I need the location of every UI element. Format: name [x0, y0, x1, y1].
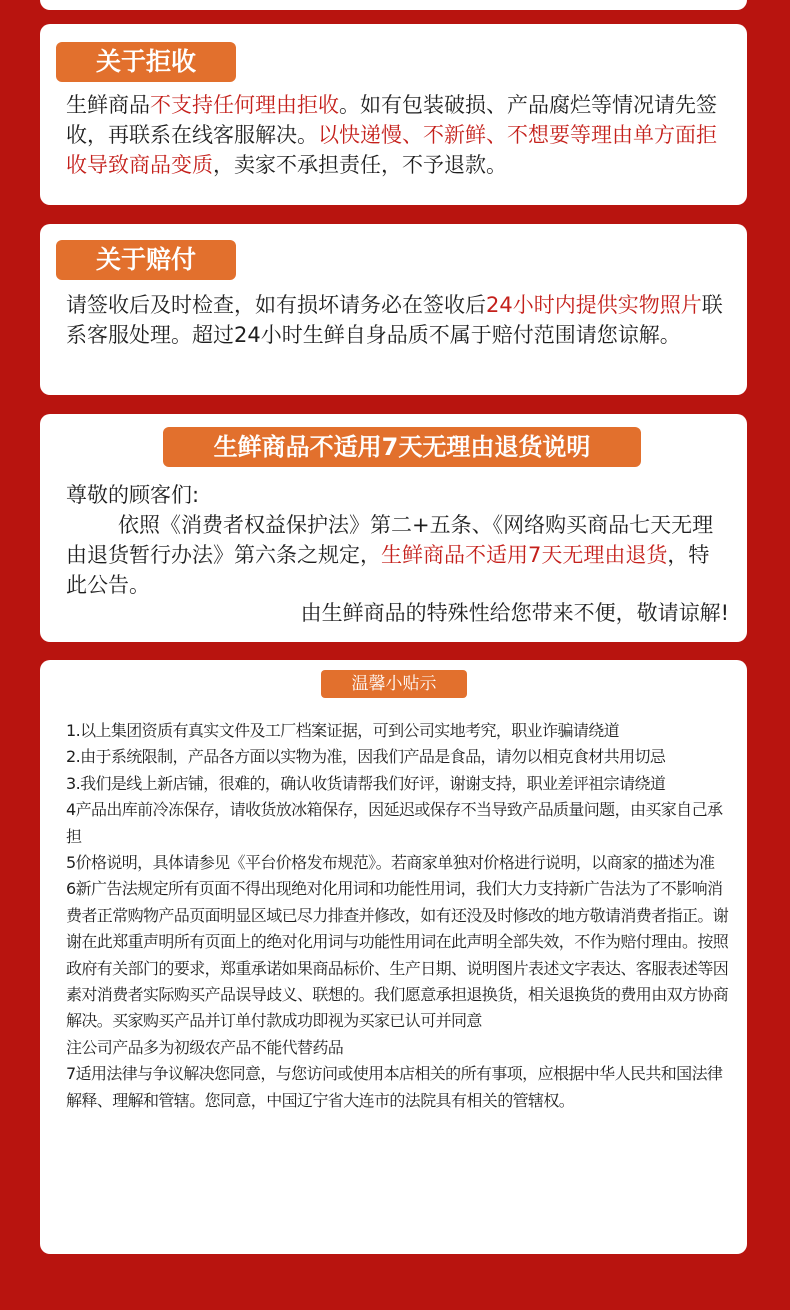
notice-closing: 由生鲜商品的特殊性给您带来不便，敬请谅解!: [300, 601, 729, 625]
tips-card: [40, 660, 747, 1254]
rejection-highlight-1: 不支持任何理由拒收: [150, 93, 339, 117]
compensation-title: 关于赔付: [56, 240, 236, 280]
tip-item-3: 3.我们是线上新店铺，很难的，确认收货请帮我们好评，谢谢支持，职业差评祖宗请绕道: [66, 773, 666, 793]
compensation-card: [40, 224, 747, 395]
tip-item-2: 2.由于系统限制，产品各方面以实物为准，因我们产品是食品，请勿以相克食材共用切忌: [66, 747, 666, 767]
tip-item-note: 注公司产品多为初级农产品不能代替药品: [66, 1037, 344, 1057]
notice-greeting: 尊敬的顾客们:: [66, 483, 200, 507]
rejection-text: 生鲜商品不支持任何理由拒收。如有包装破损、产品腐烂等情况请先签收，再联系在线客服解决。以快递慢、不新鲜、不想要等理由单方面拒收导致商品变质，卖家不承担责任，不予退款。: [66, 93, 717, 177]
notice-highlight: 生鲜商品不适用7天无理由退货: [381, 543, 668, 567]
tips-list: [66, 718, 731, 1114]
tip-item-6: 6新广告法规定所有页面不得出现绝对化用词和功能性用词，我们大力支持新广告法为了不影响消费者正常购物产品页面明显区域已尽力排查并修改，如有还没及时修改的地方敬请消费者指正。谢谢在此郑重声明所有页面上的绝对化用词与功能性用词在此声明全部失效，不作为赔付理由。按照政府有关部门的要求，郑重承诺如果商品标价、生产日期、说明图片表述文字表达、客服表述等因素对消费者实际购买产品误导歧义、联想的。我们愿意承担退换货，相关退换货的费用由双方协商解决。买家购买产品并订单付款成功即视为买家已认可并同意: [66, 879, 729, 1031]
top-card-fragment: [40, 0, 747, 10]
rejection-title: 关于拒收: [56, 42, 236, 82]
tip-item-5: 5价格说明，具体请参见《平台价格发布规范》。若商家单独对价格进行说明，以商家的描述为准: [66, 853, 715, 873]
tips-title: 温馨小贴示: [321, 670, 467, 698]
rejection-card: [40, 24, 747, 205]
tip-item-7: 7适用法律与争议解决您同意，与您访问或使用本店相关的所有事项，应根据中华人民共和国法律解释、理解和管辖。您同意，中国辽宁省大连市的法院具有相关的管辖权。: [66, 1064, 723, 1110]
tip-item-4: 4产品出库前冷冻保存，请收货放冰箱保存，因延迟或保存不当导致产品质量问题，由买家自己承担: [66, 800, 723, 846]
rejection-highlight-2: 以快递慢、不新鲜、不想要等理由单方面拒收导致商品变质: [66, 123, 717, 177]
compensation-text: 请签收后及时检查，如有损坏请务必在签收后24小时内提供实物照片联系客服处理。超过24小时生鲜自身品质不属于赔付范围请您谅解。: [66, 293, 723, 347]
compensation-highlight: 24小时内提供实物照片: [486, 293, 702, 317]
notice-card: [40, 414, 747, 642]
notice-title: 生鲜商品不适用7天无理由退货说明: [163, 427, 641, 467]
tip-item-1: 1.以上集团资质有真实文件及工厂档案证据，可到公司实地考究，职业诈骗请绕道: [66, 721, 620, 740]
notice-body: 依照《消费者权益保护法》第二+五条、《网络购买商品七天无理由退货暂行办法》第六条之规定，生鲜商品不适用7天无理由退货，特此公告。: [66, 513, 714, 597]
